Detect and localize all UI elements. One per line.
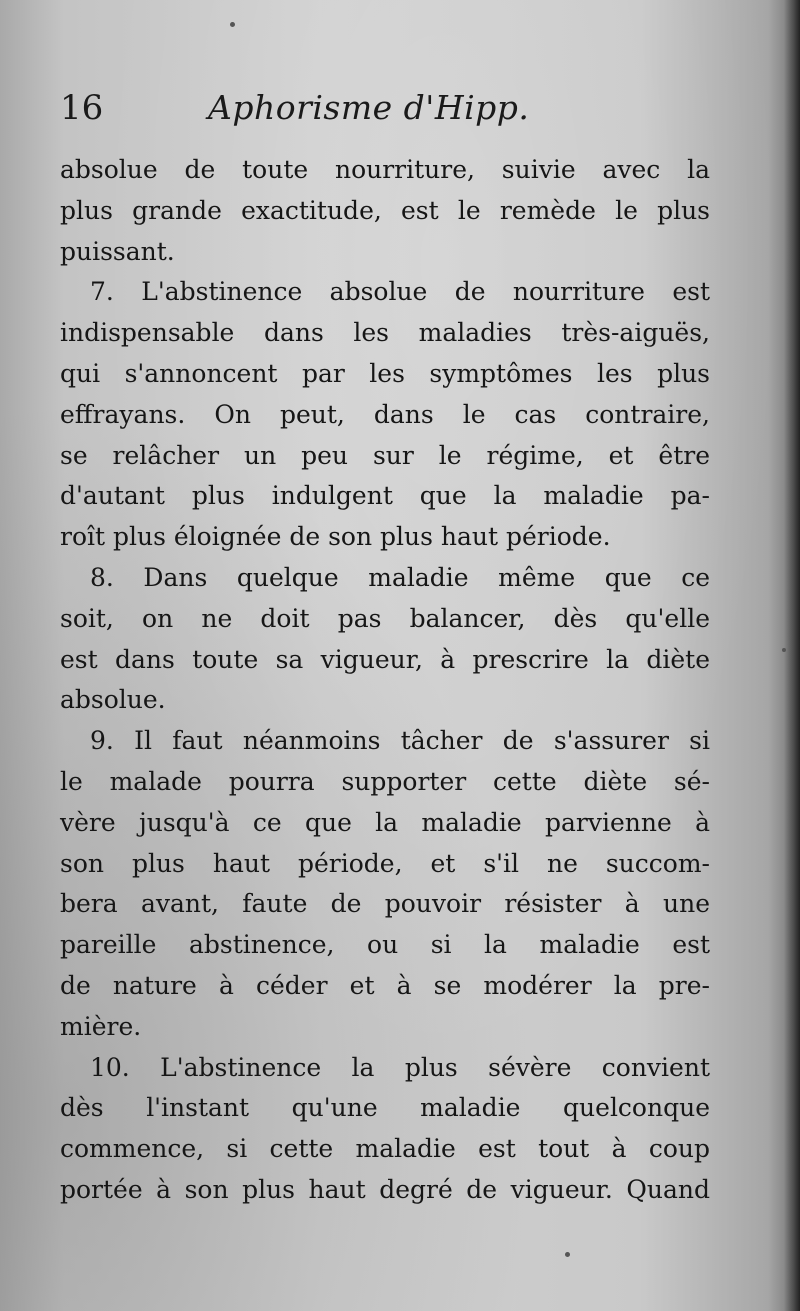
running-head: Aphorisme d'Hipp.: [208, 88, 530, 127]
text-line: est dans toute sa vigueur, à prescrire la diète: [60, 644, 710, 674]
text-line: portée à son plus haut degré de vigueur. Quand: [60, 1174, 710, 1204]
text-line: absolue.: [60, 685, 166, 715]
text-line: de nature à céder et à se modérer la pre-: [60, 970, 710, 1000]
text-line: 10. L'abstinence la plus sévère convient: [90, 1052, 710, 1082]
text-line: roît plus éloignée de son plus haut période.: [60, 522, 611, 552]
text-line: se relâcher un peu sur le régime, et être: [60, 440, 710, 470]
paper-speck: [230, 22, 235, 27]
text-line: soit, on ne doit pas balancer, dès qu'elle: [60, 603, 710, 633]
text-line: d'autant plus indulgent que la maladie pa-: [60, 481, 710, 511]
text-line: indispensable dans les maladies très-aiguës,: [60, 318, 710, 348]
text-line: absolue de toute nourriture, suivie avec la: [60, 155, 710, 184]
text-line: dès l'instant qu'une maladie quelconque: [60, 1093, 710, 1123]
text-line: qui s'annoncent par les symptômes les plus: [60, 358, 710, 388]
paper-speck: [565, 1252, 570, 1257]
text-line: effrayans. On peut, dans le cas contraire,: [60, 399, 710, 429]
text-line: vère jusqu'à ce que la maladie parvienne à: [60, 807, 710, 837]
text-line: 9. Il faut néanmoins tâcher de s'assurer si: [90, 726, 710, 756]
text-line: 8. Dans quelque maladie même que ce: [90, 562, 710, 592]
text-line: puissant.: [60, 236, 175, 266]
body-text: [60, 150, 710, 1211]
paper-speck: [782, 648, 786, 652]
text-line: mière.: [60, 1011, 142, 1041]
text-line: plus grande exactitude, est le remède le plus: [60, 195, 710, 225]
text-line: pareille abstinence, ou si la maladie est: [60, 930, 710, 960]
text-line: commence, si cette maladie est tout à coup: [60, 1134, 710, 1164]
text-line: son plus haut période, et s'il ne succom-: [60, 848, 710, 878]
text-line: le malade pourra supporter cette diète sé-: [60, 766, 710, 796]
page-edge-shadow: [784, 0, 800, 1311]
page-number: 16: [60, 88, 104, 128]
text-line: bera avant, faute de pouvoir résister à une: [60, 889, 710, 919]
text-line: 7. L'abstinence absolue de nourriture est: [90, 277, 710, 307]
page-header: [60, 78, 710, 134]
